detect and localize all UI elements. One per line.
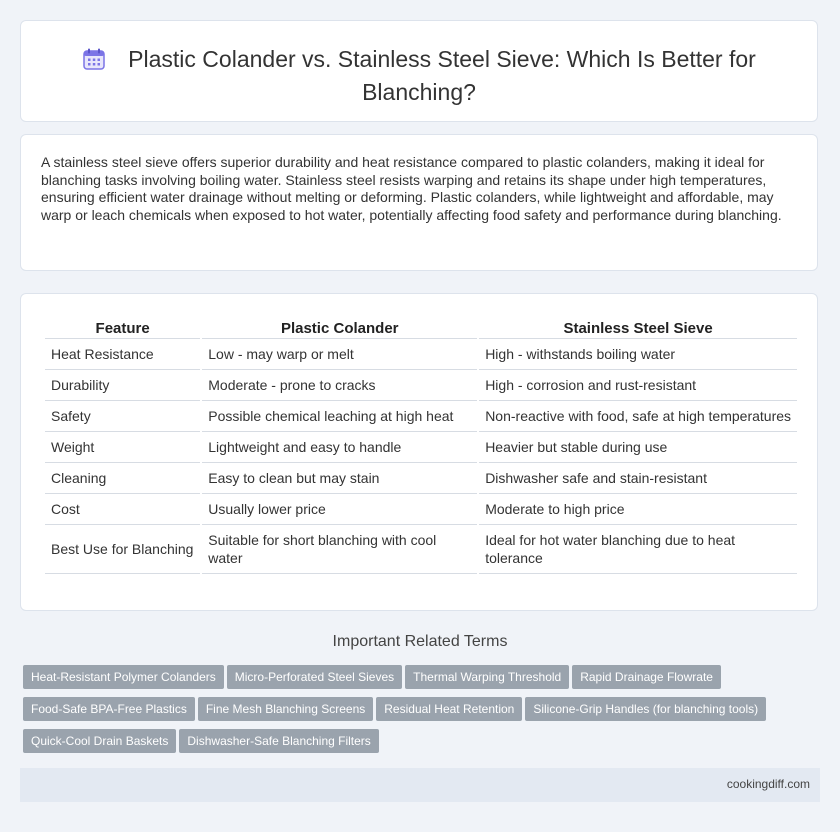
steel-cell: Heavier but stable during use (479, 432, 797, 463)
footer (20, 768, 820, 802)
plastic-cell: Lightweight and easy to handle (202, 432, 477, 463)
related-tag[interactable]: Fine Mesh Blanching Screens (198, 697, 373, 721)
footer-site[interactable]: cookingdiff.com (726, 777, 810, 791)
table-row (45, 463, 797, 494)
feature-cell: Weight (45, 432, 200, 463)
related-tag[interactable]: Micro-Perforated Steel Sieves (227, 665, 402, 689)
feature-cell: Heat Resistance (45, 339, 200, 370)
steel-cell: High - corrosion and rust-resistant (479, 370, 797, 401)
feature-cell: Safety (45, 401, 200, 432)
plastic-cell: Usually lower price (202, 494, 477, 525)
table-row (45, 494, 797, 525)
feature-cell: Best Use for Blanching (45, 525, 200, 574)
page-title-text: Plastic Colander vs. Stainless Steel Sieve: Which Is Better for Blanching? (128, 46, 756, 105)
comparison-card (20, 293, 818, 611)
header-plastic-colander: Plastic Colander (202, 316, 477, 339)
header-feature: Feature (45, 316, 200, 339)
steel-cell: Non-reactive with food, safe at high temperatures (479, 401, 797, 432)
title-card (20, 20, 818, 122)
calendar-icon (82, 47, 106, 78)
table-row (45, 370, 797, 401)
related-tag[interactable]: Thermal Warping Threshold (405, 665, 569, 689)
related-tag[interactable]: Food-Safe BPA-Free Plastics (23, 697, 195, 721)
feature-cell: Durability (45, 370, 200, 401)
table-row (45, 339, 797, 370)
related-terms-title: Important Related Terms (332, 633, 508, 650)
steel-cell: Ideal for hot water blanching due to heat tolerance (479, 525, 797, 574)
plastic-cell: Moderate - prone to cracks (202, 370, 477, 401)
plastic-cell: Possible chemical leaching at high heat (202, 401, 477, 432)
steel-cell: Dishwasher safe and stain-resistant (479, 463, 797, 494)
plastic-cell: Low - may warp or melt (202, 339, 477, 370)
steel-cell: Moderate to high price (479, 494, 797, 525)
comparison-table (43, 316, 799, 574)
related-tag[interactable]: Quick-Cool Drain Baskets (23, 729, 176, 753)
related-tag[interactable]: Heat-Resistant Polymer Colanders (23, 665, 224, 689)
related-tag[interactable]: Dishwasher-Safe Blanching Filters (179, 729, 378, 753)
plastic-cell: Suitable for short blanching with cool water (202, 525, 477, 574)
table-row (45, 432, 797, 463)
related-tag[interactable]: Rapid Drainage Flowrate (572, 665, 721, 689)
feature-cell: Cost (45, 494, 200, 525)
page-title (61, 45, 777, 107)
related-tag[interactable]: Silicone-Grip Handles (for blanching tools) (525, 697, 766, 721)
table-header-row (45, 316, 797, 339)
intro-paragraph: A stainless steel sieve offers superior durability and heat resistance compared to plastic colanders, making it ideal for blanching tasks involving boiling water. Stainless steel resists warping and retains its shape under high temperatures, ensuring efficient water drainage without melting or deforming. Plastic colanders, while lightweight and affordable, may warp or leach chemicals when exposed to hot water, potentially affecting food safety and performance during blanching. (41, 154, 782, 223)
plastic-cell: Easy to clean but may stain (202, 463, 477, 494)
related-tag[interactable]: Residual Heat Retention (376, 697, 522, 721)
feature-cell: Cleaning (45, 463, 200, 494)
steel-cell: High - withstands boiling water (479, 339, 797, 370)
header-stainless-steel-sieve: Stainless Steel Sieve (479, 316, 797, 339)
related-terms-tags (23, 665, 783, 761)
intro-card (20, 134, 818, 271)
table-row (45, 401, 797, 432)
table-row (45, 525, 797, 574)
